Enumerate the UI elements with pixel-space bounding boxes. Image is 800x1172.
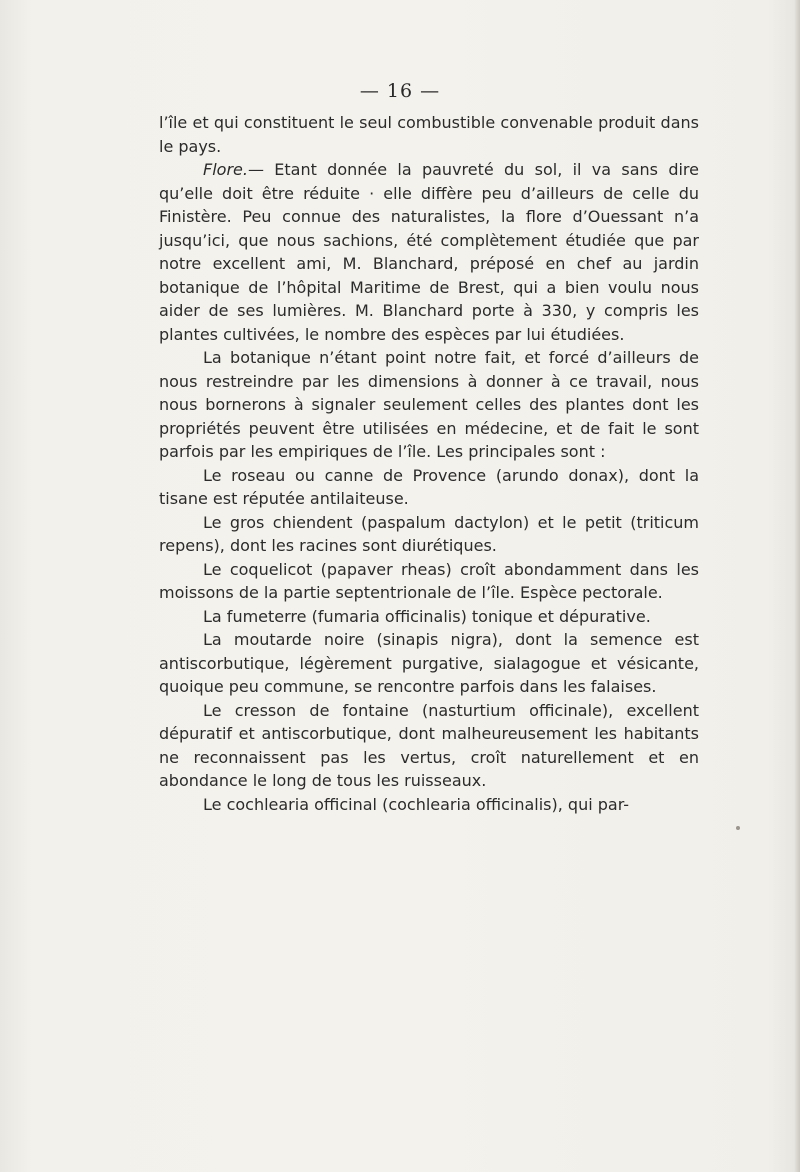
- body-text: [159, 111, 699, 816]
- page-edge-shadow: [794, 0, 800, 1172]
- section-label-flore: Flore.: [203, 160, 248, 179]
- paragraph-coquelicot: Le coquelicot (papaver rheas) croît abondamment dans les moissons de la partie septentrionale de l’île. Espèce pectorale.: [159, 559, 699, 602]
- paragraph-moutarde: La moutarde noire (sinapis nigra), dont la semence est antiscorbutique, légèrement purgative, sialagogue et vésicante, quoique peu commune, se rencontre parfois dans les falaises.: [159, 630, 699, 696]
- paragraph-flore-text: — Etant donnée la pauvreté du sol, il va sans dire qu’elle doit être réduite · elle diffère peu d’ailleurs de celle du Finistère. Peu connue des naturalistes, la flore d’Ouessant n’a jusqu’ici, que nous sachions, été complètement étudiée que par notre excellent ami, M. Blanchard, préposé en chef au jardin botanique de l’hôpital Maritime de Brest, qui a bien voulu nous aider de ses lumières. M. Blanchard porte à 330, y compris les plantes cultivées, le nombre des espèces par lui étudiées.: [159, 160, 699, 344]
- paragraph-chiendent: Le gros chiendent (paspalum dactylon) et le petit (triticum repens), dont les racines sont diurétiques.: [159, 512, 699, 555]
- paper-speck: [736, 826, 740, 830]
- paragraph-continuation: l’île et qui constituent le seul combustible convenable produit dans le pays.: [159, 113, 699, 156]
- paragraph-roseau: Le roseau ou canne de Provence (arundo donax), dont la tisane est réputée antilaiteuse.: [159, 465, 699, 508]
- paragraph-fumeterre: La fumeterre (fumaria officinalis) tonique et dépurative.: [203, 606, 651, 626]
- paragraph-botanique: La botanique n’étant point notre fait, et forcé d’ailleurs de nous restreindre par les dimensions à donner à ce travail, nous nous bornerons à signaler seulement celles des plantes dont les propriétés peuvent être utilisées en médecine, et de fait le sont parfois par les empiriques de l’île. Les principales sont :: [159, 348, 699, 461]
- page-number: — 16 —: [359, 80, 441, 102]
- paragraph-flore: [159, 158, 699, 346]
- paragraph-cresson: Le cresson de fontaine (nasturtium officinale), excellent dépuratif et antiscorbutique, dont malheureusement les habitants ne reconnaissent pas les vertus, croît naturellement et en abondance le long de tous les ruisseaux.: [159, 700, 699, 790]
- paragraph-cochlearia: Le cochlearia officinal (cochlearia officinalis), qui par-: [203, 794, 630, 814]
